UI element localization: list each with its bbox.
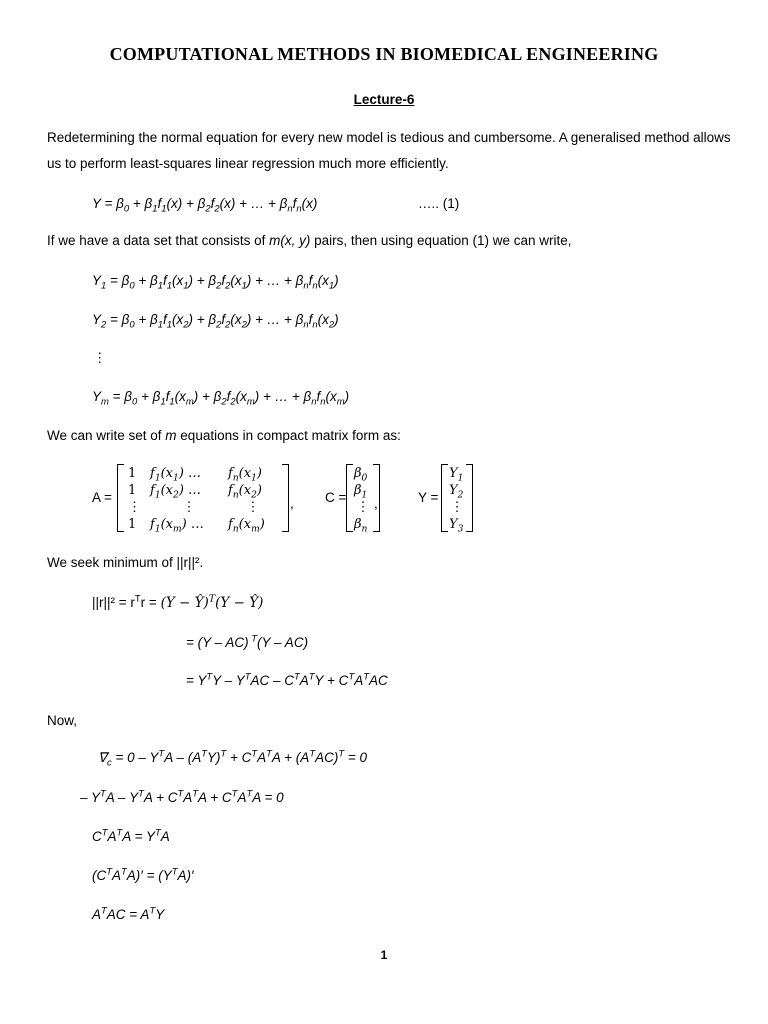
matrix-a-label: A = — [92, 490, 112, 505]
equation-1-number: ….. (1) — [418, 196, 460, 211]
matrix-c-comma: , — [374, 496, 378, 511]
matrix-separator-comma: , — [290, 496, 294, 511]
document-title: COMPUTATIONAL METHODS IN BIOMEDICAL ENGINEERING — [109, 44, 659, 64]
equation-ym: $Y_m = \beta_0 + \beta_1f_1(x_m) + \beta_2f_2(x_m)$ + … + $\beta_nf_n(x_m)$ — [92, 389, 350, 408]
matrix-a: 1 $f_1(x_1)$ … $f_n(x_1)$ 1 $f_1(x_2)$ … $f_n(x_2)$ ⋮ ⋮ ⋮ 1 $f_1(x_m)$ … $f_n(x_m)$ — [117, 464, 289, 532]
lecture-heading: Lecture-6 — [353, 92, 415, 107]
matrix-c: $\beta_0$ $\beta_1$ ⋮ $\beta_n$ — [346, 464, 380, 532]
dataset-paragraph: If we have a data set that consists of m(x, y) pairs, then using equation (1) we can write, — [47, 233, 572, 248]
equation-gradient-step3: $C^TA^TA = Y^TA$ — [92, 827, 170, 844]
minimum-paragraph: We seek minimum of ||r||². — [47, 555, 204, 570]
equation-y2: $Y_2 = \beta_0 + \beta_1f_1(x_2) + \beta_2f_2(x_2)$ + … + $\beta_nf_n(x_2)$ — [92, 312, 339, 331]
equation-y1: $Y_1 = \beta_0 + \beta_1f_1(x_1) + \beta_2f_2(x_1)$ + … + $\beta_nf_n(x_1)$ — [92, 273, 339, 292]
page-number: 1 — [380, 948, 388, 962]
equation-1: $Y = \beta_0 + \beta_1f_1(x) + \beta_2f_2(x)$ + … + $\beta_nf_n(x)$ — [92, 196, 318, 215]
now-label: Now, — [47, 713, 78, 728]
matrix-form-paragraph: We can write set of m equations in compact matrix form as: — [47, 428, 401, 443]
equation-gradient: $\nabla_c = 0 - Y^TA - (A^TY)^T + C^TA^TA + (A^TAC)^T = 0$ — [98, 748, 367, 769]
matrix-y-label: Y = — [418, 490, 439, 505]
vertical-ellipsis: ⋮ — [93, 350, 107, 365]
matrix-y: $Y_1$ $Y_2$ ⋮ $Y_3$ — [441, 464, 473, 532]
equation-transpose: $(C^TA^TA)' = (Y^TA)'$ — [92, 866, 194, 883]
equation-norm: $||r||^2 = r^Tr = (Y$ − Ŷ)$^T$(Y − Ŷ) — [92, 593, 264, 611]
equation-norm-step2: = (Y – AC) $^T$(Y – AC) — [186, 633, 309, 650]
matrix-c-label: C = — [325, 490, 347, 505]
intro-paragraph: Redetermining the normal equation for every new model is tedious and cumbersome. A generalised method allows us to perform least-squares linear regression much more efficiently. — [47, 130, 731, 171]
equation-normal-final: $A^TAC = A^TY$ — [92, 905, 165, 922]
equation-gradient-step2: – $Y^TA - Y^TA + C^TA^TA + C^TA^TA = 0$ — [80, 788, 284, 805]
equation-norm-step3: = $Y^TY - Y^TAC - C^TA^TY + C^TA^TAC$ — [186, 671, 388, 688]
